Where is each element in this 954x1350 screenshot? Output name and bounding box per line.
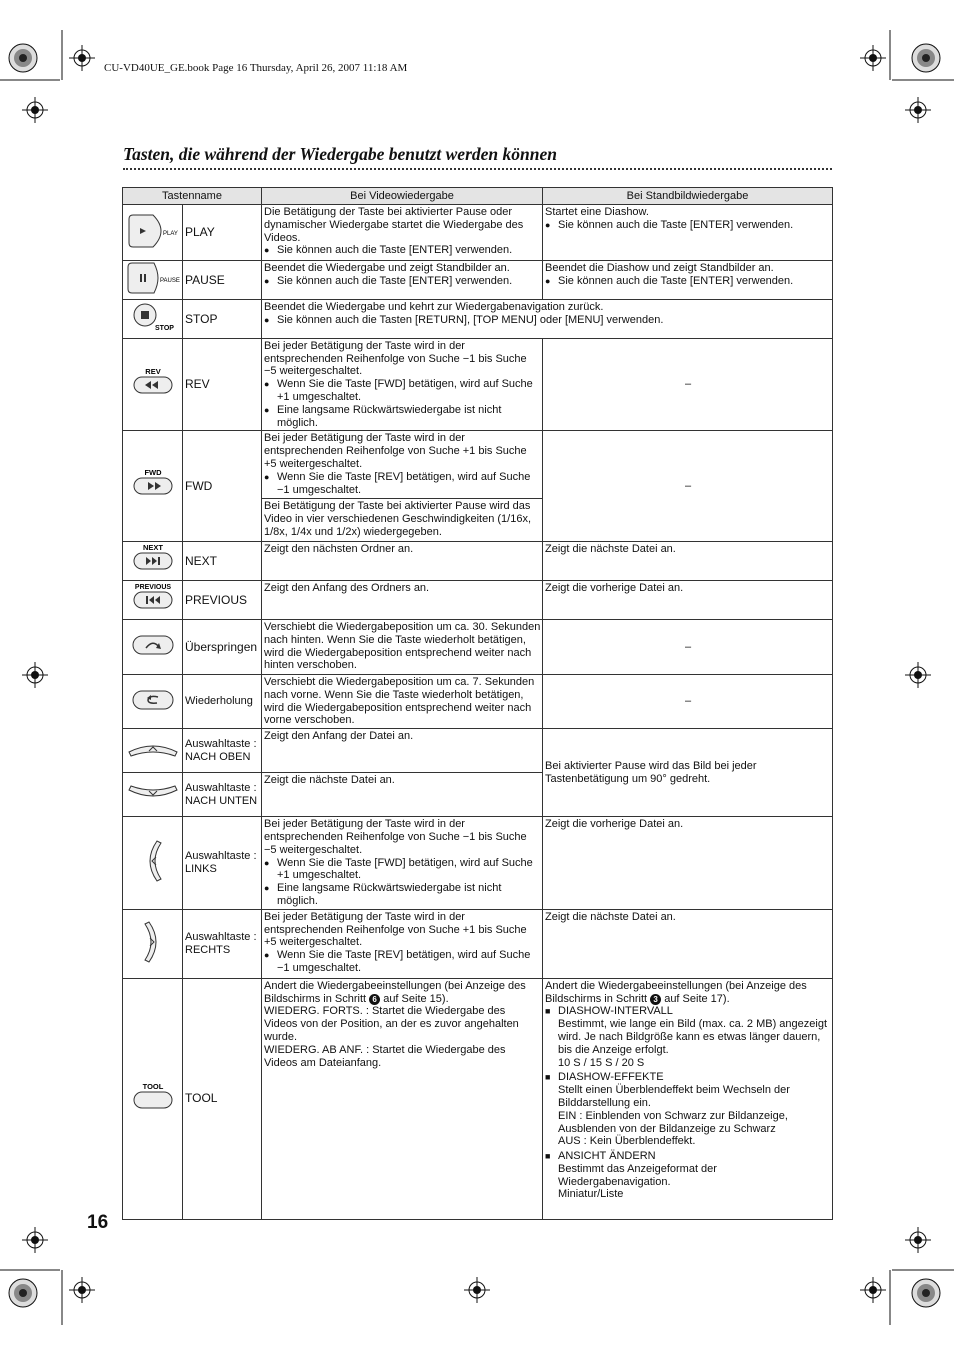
right-arrow-button-icon	[123, 909, 183, 978]
previous-button-icon	[123, 581, 183, 620]
key-name: PREVIOUS	[183, 581, 262, 620]
step-number-icon: 6	[369, 994, 380, 1005]
table-row: PAUSE PAUSE Beendet die Wiedergabe und zeigt Standbilder an. ● Sie können auch die Taste [ENTER] verwenden. Beendet die Diashow und zeigt Standbilder an. ● Sie können auch die Taste [ENTER] verwenden.	[123, 261, 833, 300]
svg-text:PAUSE: PAUSE	[159, 278, 180, 285]
table-row: REV REV Bei jeder Betätigung der Taste wird in der entsprechenden Reihenfolge von Suche −1 bis Suche −5 weitergeschaltet. ● Wenn Sie die Taste [FWD] betätigen, wird auf Suche +1 umgeschaltet. ● Eine langsame Rückwärtswiedergabe ist nicht möglich. –	[123, 338, 833, 431]
key-name: TOOL	[183, 978, 262, 1219]
button-table	[122, 187, 833, 1220]
svg-text:REV: REV	[144, 366, 161, 376]
key-name: Auswahltaste : NACH UNTEN	[183, 773, 262, 817]
skip-button-icon	[123, 619, 183, 674]
next-button-icon	[123, 542, 183, 581]
title-divider	[123, 168, 832, 170]
table-row: Auswahltaste : RECHTS Bei jeder Betätigung der Taste wird in der entsprechenden Reihenfolge von Suche +1 bis Suche +5 weitergeschaltet. ● Wenn Sie die Taste [REV] betätigen, wird auf Suche −1 umgeschaltet. Zeigt die nächste Datei an.	[123, 909, 833, 978]
stop-button-icon	[123, 300, 183, 339]
play-button-icon	[123, 205, 183, 261]
svg-text:FWD: FWD	[143, 468, 162, 478]
table-row: TOOL TOOL Andert die Wiedergabeeinstellungen (bei Anzeige des Bildschirms in Schritt 6 auf Seite 15). WIEDERG. FORTS. : Startet die Wiedergabe des Videos von der Position, an der es zuvor angehalten wurde. WIEDERG. AB ANF. : Startet die Wiedergabe des Videos am Dateianfang. Andert die Wiedergabeeinstellungen (bei Anzeige des Bildschirms in Schritt 3 auf Seite 17). ■ DIASHOW-INTERVALL Bestimmt, wie lange ein Bild (max. ca. 2 MB) angezeigt wird. Je nach Bildgröße kann es etwas länger dauern, bis die Anzeige erfolgt. 10 S / 15 S / 20 S ■ DIASHOW-EFFEKTE Stellt einen Überblendeffekt beim Wechseln der Bilddarstellung ein. EIN : Einblenden von Schwarz zur Bildanzeige, Ausblenden von der Bildanzeige zu Schwarz AUS : Kein Überblendeffekt. ■ ANSICHT ÄNDERN Bestimmt das Anzeigeformat der Wiedergabenavigation. Miniatur/Liste	[123, 978, 833, 1219]
header-still: Bei Standbildwiedergabe	[543, 188, 833, 205]
table-row: Auswahltaste : NACH OBEN Zeigt den Anfang der Datei an. Bei aktivierter Pause wird das Bild bei jeder Tastenbetätigung um 90° gedreht.	[123, 729, 833, 773]
svg-text:PLAY: PLAY	[162, 230, 178, 237]
key-name: Auswahltaste : NACH OBEN	[183, 729, 262, 773]
key-name: FWD	[183, 431, 262, 542]
key-name: Wiederholung	[183, 674, 262, 728]
book-header: CU-VD40UE_GE.book Page 16 Thursday, April 26, 2007 11:18 AM	[104, 62, 408, 74]
left-arrow-button-icon	[123, 817, 183, 910]
key-name: STOP	[183, 300, 262, 339]
table-row: Auswahltaste : NACH UNTEN Zeigt die nächste Datei an.	[123, 773, 833, 817]
table-row: PLAY PLAY Die Betätigung der Taste bei aktivierter Pause oder dynamischer Wiedergabe startet die Wiedergabe des Videos. ● Sie können auch die Taste [ENTER] verwenden. Startet eine Diashow. ● Sie können auch die Taste [ENTER] verwenden.	[123, 205, 833, 261]
key-name: PLAY	[183, 205, 262, 261]
table-row: FWD FWD Bei jeder Betätigung der Taste wird in der entsprechenden Reihenfolge von Suche +1 bis Suche +5 weitergeschaltet. ● Wenn Sie die Taste [REV] betätigen, wird auf Suche −1 umgeschaltet. Bei Betätigung der Taste bei aktivierter Pause wird das Video in vier verschiedenen Geschwindigkeiten (1/16x, 1/8x, 1/4x und 1/2x) wiedergegeben. –	[123, 431, 833, 542]
down-arrow-button-icon	[123, 773, 183, 817]
pause-button-icon	[123, 261, 183, 300]
table-row: NEXT NEXT Zeigt den nächsten Ordner an. Zeigt die nächste Datei an.	[123, 542, 833, 581]
key-name: Überspringen	[183, 619, 262, 674]
svg-text:PREVIOUS: PREVIOUS	[134, 584, 171, 592]
table-header-row	[123, 188, 833, 205]
key-name: REV	[183, 338, 262, 431]
svg-text:NEXT: NEXT	[142, 543, 163, 553]
header-tastenname: Tastenname	[123, 188, 262, 205]
tool-button-icon	[123, 978, 183, 1219]
table-row: PREVIOUS PREVIOUS Zeigt den Anfang des Ordners an. Zeigt die vorherige Datei an.	[123, 581, 833, 620]
table-row: Wiederholung Verschiebt die Wiedergabeposition um ca. 7. Sekunden nach vorne. Wenn Sie die Taste wiederholt betätigen, wird die Wiedergabeposition entsprechend weiter nach vorne verschoben. –	[123, 674, 833, 728]
fwd-button-icon	[123, 431, 183, 542]
key-name: PAUSE	[183, 261, 262, 300]
key-name: NEXT	[183, 542, 262, 581]
step-number-icon: 3	[650, 994, 661, 1005]
page-number: 16	[87, 1212, 109, 1233]
svg-text:STOP: STOP	[154, 325, 174, 332]
repeat-button-icon	[123, 674, 183, 728]
svg-text:TOOL: TOOL	[142, 1081, 163, 1091]
key-name: Auswahltaste : LINKS	[183, 817, 262, 910]
table-row: Überspringen Verschiebt die Wiedergabeposition um ca. 30. Sekunden nach hinten. Wenn Sie die Taste wiederholt betätigen, wird die Wiedergabeposition entsprechend weiter nach hinten verschoben. –	[123, 619, 833, 674]
header-video: Bei Videowiedergabe	[262, 188, 543, 205]
table-row: STOP STOP Beendet die Wiedergabe und kehrt zur Wiedergabenavigation zurück. ● Sie können auch die Tasten [RETURN], [TOP MENU] oder [MENU] verwenden.	[123, 300, 833, 339]
page-title: Tasten, die während der Wiedergabe benutzt werden können	[123, 144, 557, 164]
key-name: Auswahltaste : RECHTS	[183, 909, 262, 978]
rev-button-icon	[123, 338, 183, 431]
up-arrow-button-icon	[123, 729, 183, 773]
table-row: Auswahltaste : LINKS Bei jeder Betätigung der Taste wird in der entsprechenden Reihenfolge von Suche −1 bis Suche −5 weitergeschaltet. ● Wenn Sie die Taste [FWD] betätigen, wird auf Suche +1 umgeschaltet. ● Eine langsame Rückwärtswiedergabe ist nicht möglich. Zeigt die vorherige Datei an.	[123, 817, 833, 910]
